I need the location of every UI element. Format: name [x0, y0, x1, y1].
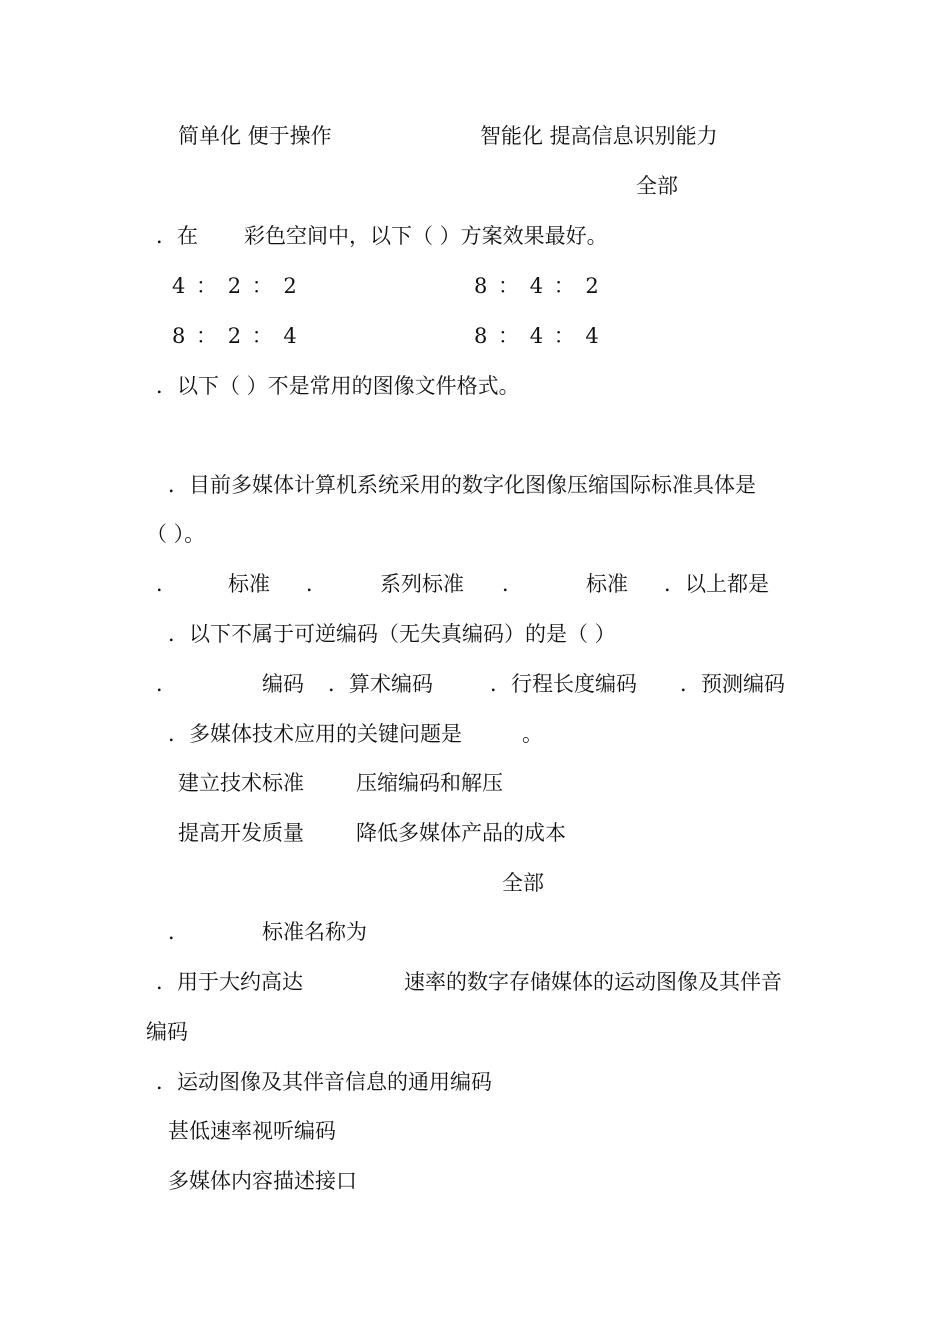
- option-a-continued: 速率的数字存储媒体的运动图像及其伴音: [404, 970, 782, 994]
- question-stem: ．以下不属于可逆编码（无失真编码）的是（ ）: [168, 622, 616, 646]
- option-c: 甚低速率视听编码: [168, 1119, 336, 1143]
- option-intelligent: 智能化 提高信息识别能力: [480, 124, 718, 148]
- option-b: ．算术编码: [328, 672, 433, 696]
- option-c: 8 ： 2 ： 4: [172, 324, 299, 348]
- question-stem: ．多媒体技术应用的关键问题是: [168, 722, 462, 746]
- option-a-marker: ．: [156, 572, 177, 596]
- question-stem-continued: （ ）。: [146, 522, 206, 546]
- option-b: 压缩编码和解压: [356, 771, 503, 795]
- option-d: 8 ： 4 ： 4: [474, 324, 601, 348]
- option-a: 4 ： 2 ： 2: [172, 274, 299, 298]
- option-c-marker: ．: [502, 572, 523, 596]
- option-d: 降低多媒体产品的成本: [356, 821, 566, 845]
- option-a-marker: ．: [156, 672, 177, 696]
- question-stem-end: 。: [522, 722, 543, 746]
- option-c: 标准: [586, 572, 628, 596]
- option-a-line2: 编码: [146, 1020, 188, 1044]
- option-d: ．预测编码: [680, 672, 785, 696]
- option-b: 8 ： 4 ： 2: [474, 274, 601, 298]
- question-stem: ．以下（ ）不是常用的图像文件格式。: [156, 374, 520, 398]
- option-b-marker: ．: [306, 572, 327, 596]
- option-simplify: 简单化 便于操作: [178, 124, 332, 148]
- option-all: 全部: [502, 871, 544, 895]
- question-stem: 彩色空间中，以下（ ）方案效果最好。: [244, 224, 608, 248]
- question-stem: 标准名称为: [262, 920, 367, 944]
- question-stem: ．目前多媒体计算机系统采用的数字化图像压缩国际标准具体是: [168, 473, 756, 497]
- option-a: ．用于大约高达: [156, 970, 303, 994]
- option-d: ．以上都是: [664, 572, 769, 596]
- option-b: 系列标准: [380, 572, 464, 596]
- option-all: 全部: [636, 174, 678, 198]
- option-c: 提高开发质量: [178, 821, 304, 845]
- option-c: ．行程长度编码: [490, 672, 637, 696]
- question-prefix: ．在: [156, 224, 198, 248]
- option-a: 标准: [228, 572, 270, 596]
- question-marker: ．: [168, 920, 189, 944]
- option-d: 多媒体内容描述接口: [168, 1169, 357, 1193]
- option-a: 建立技术标准: [178, 771, 304, 795]
- option-b: ．运动图像及其伴音信息的通用编码: [156, 1070, 492, 1094]
- option-a: 编码: [262, 672, 304, 696]
